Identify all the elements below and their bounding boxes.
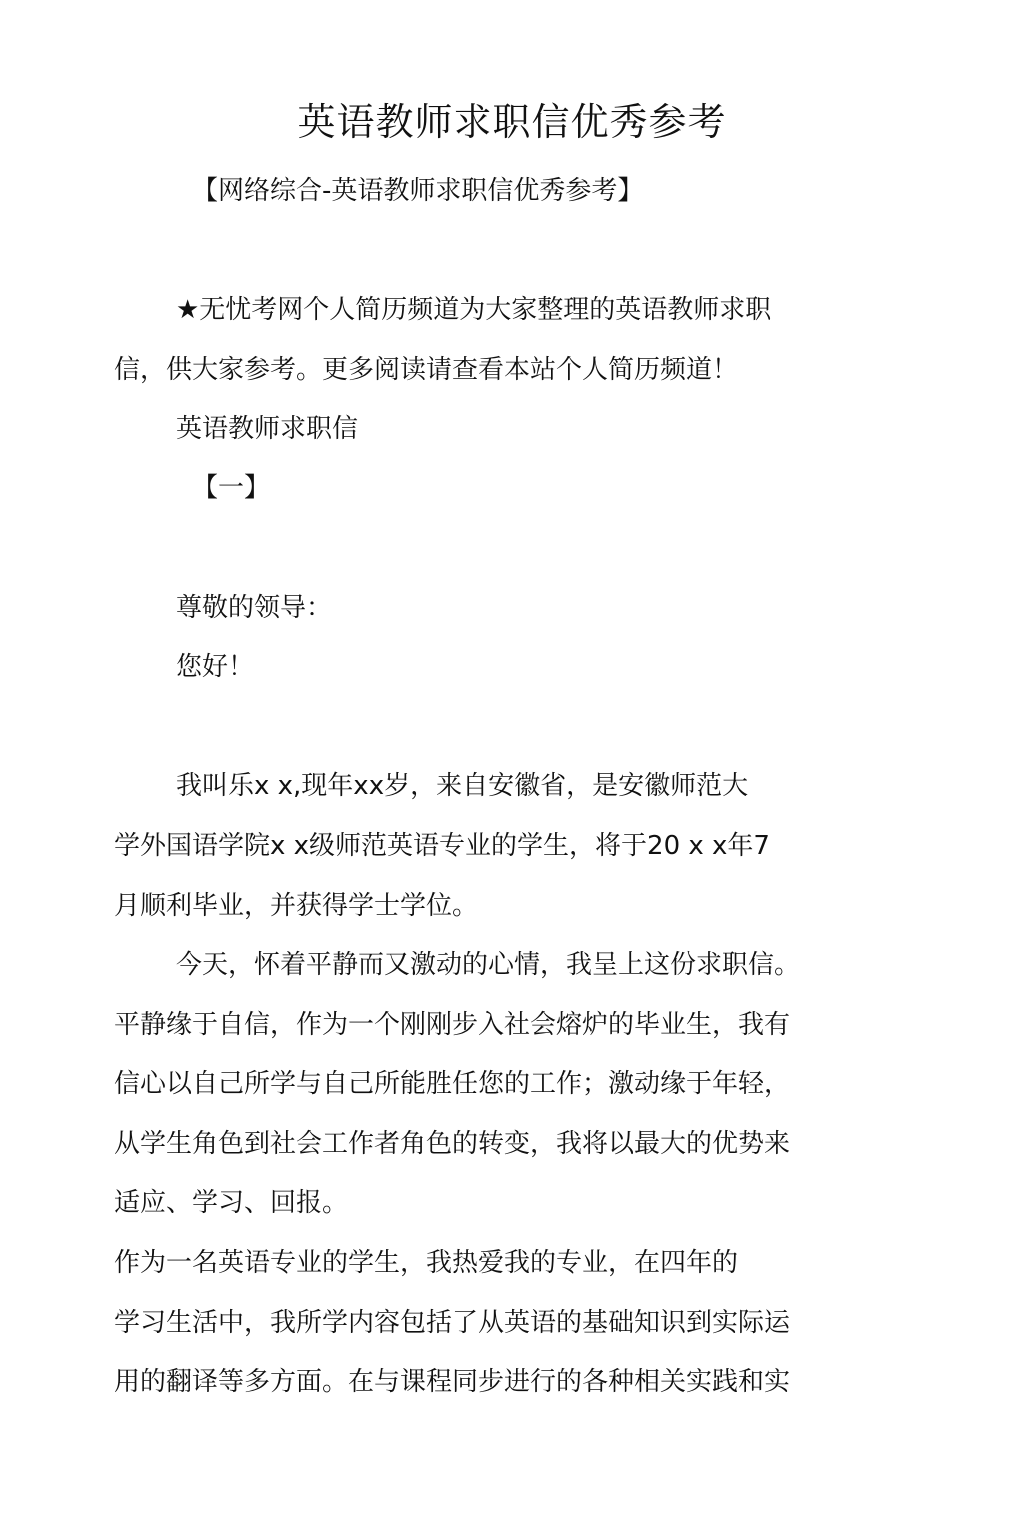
letter-greeting: 您好！ [176,652,255,682]
document-title: 英语教师求职信优秀参考 [297,100,727,144]
letter-salutation: 尊敬的领导： [176,593,333,623]
paragraph-line: 学外国语学院x x级师范英语专业的学生，将于20 x x年7 [114,831,770,861]
paragraph-line: 我叫乐x x,现年xx岁，来自安徽省，是安徽师范大 [176,771,749,801]
document-subtitle: 【网络综合-英语教师求职信优秀参考】 [192,176,644,206]
paragraph-line: 适应、学习、回报。 [114,1188,349,1218]
paragraph-line: 学习生活中，我所学内容包括了从英语的基础知识到实际运 [114,1308,791,1338]
paragraph-line: 信心以自己所学与自己所能胜任您的工作；激动缘于年轻， [114,1069,791,1099]
paragraph-line: 今天，怀着平静而又激动的心情，我呈上这份求职信。 [176,950,801,980]
paragraph-line: 作为一名英语专业的学生，我热爱我的专业，在四年的 [114,1248,739,1278]
paragraph-line: 从学生角色到社会工作者角色的转变，我将以最大的优势来 [114,1129,791,1159]
paragraph-line: 用的翻译等多方面。在与课程同步进行的各种相关实践和实 [114,1367,791,1397]
intro-line: ★无忧考网个人简历频道为大家整理的英语教师求职 [176,295,772,325]
paragraph-line: 平静缘于自信，作为一个刚刚步入社会熔炉的毕业生，我有 [114,1010,791,1040]
letter-heading: 英语教师求职信 [176,414,359,444]
section-number: 【一】 [192,473,271,503]
intro-line: 信，供大家参考。更多阅读请查看本站个人简历频道！ [114,355,739,385]
paragraph-line: 月顺利毕业，并获得学士学位。 [114,891,479,921]
